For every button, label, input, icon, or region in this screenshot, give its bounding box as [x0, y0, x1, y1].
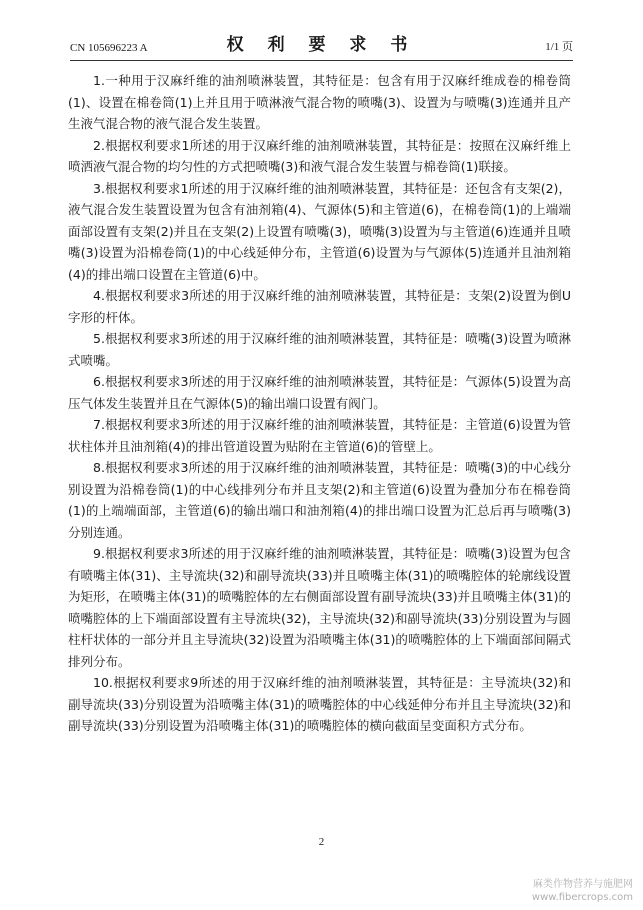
- watermark-name: 麻类作物营养与施肥网: [533, 879, 633, 890]
- claim-6: 6.根据权利要求3所述的用于汉麻纤维的油剂喷淋装置，其特征是：气源体(5)设置为高压气体发生装置并且在气源体(5)的输出端口设置有阀门。: [68, 374, 571, 411]
- header-divider: [70, 60, 573, 61]
- claim-2: 2.根据权利要求1所述的用于汉麻纤维的油剂喷淋装置，其特征是：按照在汉麻纤维上喷洒液气混合物的均匀性的方式把喷嘴(3)和液气混合发生装置与棉卷筒(1)联接。: [68, 137, 571, 174]
- claim-7: 7.根据权利要求3所述的用于汉麻纤维的油剂喷淋装置，其特征是：主管道(6)设置为管状柱体并且油剂箱(4)的排出管道设置为贴附在主管道(6)的管壁上。: [68, 417, 571, 454]
- site-watermark: [532, 878, 633, 904]
- claim-10: 10.根据权利要求9所述的用于汉麻纤维的油剂喷淋装置，其特征是：主导流块(32)和副导流块(33)分别设置为沿喷嘴主体(31)的喷嘴腔体的中心线延伸分布并且主导流块(32)和副导流块(33)分别设置为沿喷嘴主体(31)的喷嘴腔体的横向截面呈变面积方式分布。: [68, 675, 571, 733]
- publication-number: CN 105696223 A: [70, 42, 148, 54]
- watermark-url: www.fibercrops.com: [531, 892, 633, 903]
- document-title: 权 利 要 求 书: [226, 35, 417, 55]
- claims-list: [68, 70, 571, 737]
- claim-1: 1.一种用于汉麻纤维的油剂喷淋装置，其特征是：包含有用于汉麻纤维成卷的棉卷筒(1)、设置在棉卷筒(1)上并且用于喷淋液气混合物的喷嘴(3)、设置为与喷嘴(3)连通并且产生液气混合物的液气混合发生装置。: [68, 73, 571, 131]
- page-count: 1/1 页: [545, 41, 573, 53]
- claim-9: 9.根据权利要求3所述的用于汉麻纤维的油剂喷淋装置，其特征是：喷嘴(3)设置为包含有喷嘴主体(31)、主导流块(32)和副导流块(33)并且喷嘴主体(31)的喷嘴腔体的轮廓线设置为矩形，在喷嘴主体(31)的喷嘴腔体的左右侧面部设置有副导流块(33)并且喷嘴主体(31)的喷嘴腔体的上下端面部设置有主导流块(32)，主导流块(32)和副导流块(33)分别设置为与圆柱杆状体的一部分并且主导流块(32)设置为沿喷嘴主体(31)的喷嘴腔体的上下端面部间隔式排列分布。: [68, 546, 571, 669]
- claim-4: 4.根据权利要求3所述的用于汉麻纤维的油剂喷淋装置，其特征是：支架(2)设置为倒U字形的杆体。: [68, 288, 571, 325]
- claim-5: 5.根据权利要求3所述的用于汉麻纤维的油剂喷淋装置，其特征是：喷嘴(3)设置为喷淋式喷嘴。: [68, 331, 571, 368]
- page-number: 2: [318, 836, 325, 848]
- claim-8: 8.根据权利要求3所述的用于汉麻纤维的油剂喷淋装置，其特征是：喷嘴(3)的中心线分别设置为沿棉卷筒(1)的中心线排列分布并且支架(2)和主管道(6)设置为叠加分布在棉卷筒(1)的上端端面部，主管道(6)的输出端口和油剂箱(4)的排出端口设置为汇总后再与喷嘴(3)分别连通。: [68, 460, 571, 540]
- page-header: [70, 34, 573, 60]
- claim-3: 3.根据权利要求1所述的用于汉麻纤维的油剂喷淋装置，其特征是：还包含有支架(2)，液气混合发生装置设置为包含有油剂箱(4)、气源体(5)和主管道(6)，在棉卷筒(1)的上端端面部设置有支架(2)并且在支架(2)上设置有喷嘴(3)，喷嘴(3)设置为与主管道(6)连通并且喷嘴(3)设置为沿棉卷筒(1)的中心线延伸分布，主管道(6)设置为与气源体(5)连通并且油剂箱(4)的排出端口设置在主管道(6)中。: [68, 180, 571, 282]
